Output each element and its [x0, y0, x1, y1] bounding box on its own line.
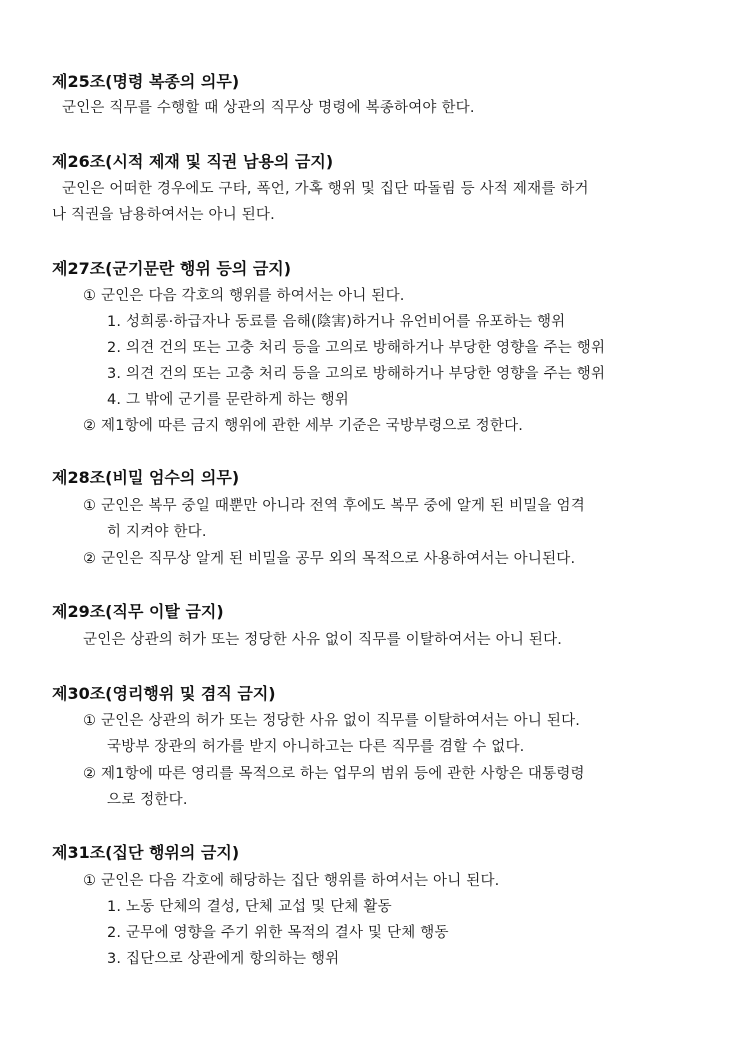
article-27-item-1: 1. 성희롱·하급자나 동료를 음해(陰害)하거나 유언비어를 유포하는 행위 [107, 314, 566, 330]
article-30-heading: 제30조(영리행위 및 겸직 금지) [52, 684, 276, 703]
article-28-heading: 제28조(비밀 엄수의 의무) [52, 468, 240, 487]
article-28-clause-1: ① 군인은 복무 중일 때뿐만 아니라 전역 후에도 복무 중에 알게 된 비밀을 엄격 [83, 498, 585, 514]
article-26-heading: 제26조(시적 제재 및 직권 남용의 금지) [52, 152, 334, 171]
article-27-item-3: 3. 의견 건의 또는 고충 처리 등을 고의로 방해하거나 부당한 영향을 주는 행위 [107, 366, 606, 382]
article-31-item-1: 1. 노동 단체의 결성, 단체 교섭 및 단체 활동 [107, 899, 392, 915]
article-31-item-3: 3. 집단으로 상관에게 항의하는 행위 [107, 951, 340, 967]
article-29-heading: 제29조(직무 이탈 금지) [52, 602, 224, 621]
article-31-item-2: 2. 군무에 영향을 주기 위한 목적의 결사 및 단체 행동 [107, 925, 449, 941]
article-27-clause-2: ② 제1항에 따른 금지 행위에 관한 세부 기준은 국방부령으로 정한다. [83, 418, 524, 434]
article-28-clause-2: ② 군인은 직무상 알게 된 비밀을 공무 외의 목적으로 사용하여서는 아니된다. [83, 551, 576, 567]
article-27-clause-1: ① 군인은 다음 각호의 행위를 하여서는 아니 된다. [83, 288, 405, 304]
article-26-text: 군인은 어떠한 경우에도 구타, 폭언, 가혹 행위 및 집단 따돌림 등 사적 제재를 하거 [62, 181, 589, 197]
article-28-clause-1-cont: 히 지켜야 한다. [107, 524, 207, 540]
article-30-clause-1: ① 군인은 상관의 허가 또는 정당한 사유 없이 직무를 이탈하여서는 아니 된다. [83, 713, 581, 729]
article-31-heading: 제31조(집단 행위의 금지) [52, 843, 240, 862]
article-27-heading: 제27조(군기문란 행위 등의 금지) [52, 259, 292, 278]
article-30-clause-2-cont: 으로 정한다. [107, 792, 188, 808]
article-25-heading: 제25조(명령 복종의 의무) [52, 72, 240, 91]
article-25-text: 군인은 직무를 수행할 때 상관의 직무상 명령에 복종하여야 한다. [62, 100, 475, 116]
article-27-item-2: 2. 의견 건의 또는 고충 처리 등을 고의로 방해하거나 부당한 영향을 주는 행위 [107, 340, 606, 356]
article-27-item-4: 4. 그 밖에 군기를 문란하게 하는 행위 [107, 392, 349, 408]
article-30-clause-1-cont: 국방부 장관의 허가를 받지 아니하고는 다른 직무를 겸할 수 없다. [107, 739, 525, 755]
article-29-text: 군인은 상관의 허가 또는 정당한 사유 없이 직무를 이탈하여서는 아니 된다. [83, 632, 563, 648]
article-30-clause-2: ② 제1항에 따른 영리를 목적으로 하는 업무의 범위 등에 관한 사항은 대통령령 [83, 766, 585, 782]
article-31-clause-1: ① 군인은 다음 각호에 해당하는 집단 행위를 하여서는 아니 된다. [83, 873, 500, 889]
article-26-text-cont: 나 직권을 남용하여서는 아니 된다. [52, 207, 275, 223]
